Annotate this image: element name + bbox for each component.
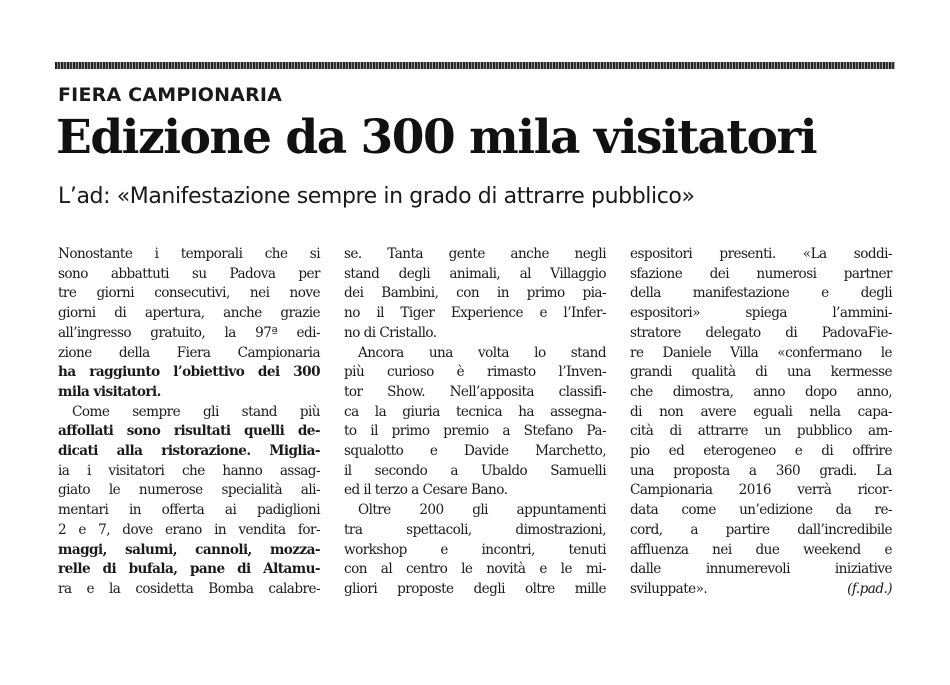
author-signature: (f.pad.)	[847, 580, 892, 597]
text-line: no il Tiger Experience e l’Infer-	[344, 305, 606, 322]
text-line: espositori» spiega l’ammini-	[630, 305, 892, 322]
text-line: pio ed eterogeneo e di offrire	[630, 443, 892, 460]
text-line: tor Show. Nell’apposita classifi-	[344, 383, 606, 400]
text-line: mentari in offerta ai padiglioni	[58, 502, 320, 519]
text-line: affollati sono risultati quelli de-	[58, 423, 320, 440]
text-line: workshop e incontri, tenuti	[344, 541, 606, 558]
text-line: Nonostante i temporali che si	[58, 246, 320, 262]
text-line: Campionaria 2016 verrà ricor-	[630, 482, 892, 499]
text-line: to il primo premio a Stefano Pa-	[344, 423, 606, 440]
text-line: sono abbattuti su Padova per	[58, 265, 320, 282]
text-line: sfazione dei numerosi partner	[630, 265, 892, 282]
text-line: dalle innumerevoli iniziative	[630, 561, 892, 578]
text-line: squalotto e Davide Marchetto,	[344, 443, 606, 460]
text-line: gliori proposte degli oltre mille	[344, 580, 606, 597]
text-line: il secondo a Ubaldo Samuelli	[344, 462, 606, 479]
text-line: grandi qualità di una kermesse	[630, 364, 892, 381]
text-line: all’ingresso gratuito, la 97ª edi-	[58, 324, 320, 341]
text-line: ha raggiunto l’obiettivo dei 300	[58, 364, 320, 381]
text-line: dicati alla ristorazione. Miglia-	[58, 443, 320, 460]
text-line: mila visitatori.	[58, 383, 161, 400]
text-line: 2 e 7, dove erano in vendita for-	[58, 521, 320, 538]
text-line: affluenza nei due weekend e	[630, 541, 892, 558]
article-headline: Edizione da 300 mila visitatori	[56, 110, 817, 165]
text-line: di non avere eguali nella capa-	[630, 403, 892, 420]
text-line: Come sempre gli stand più	[72, 403, 320, 420]
top-rule	[55, 62, 895, 69]
text-line: re Daniele Villa «confermano le	[630, 344, 892, 361]
article-subhead: L’ad: «Manifestazione sempre in grado di attrarre pubblico»	[58, 184, 695, 209]
text-line: ed il terzo a Cesare Bano.	[344, 482, 508, 499]
text-line: dei Bambini, con in primo pia-	[344, 285, 606, 302]
text-line: giato le numerose specialità ali-	[58, 482, 320, 499]
text-line: relle di bufala, pane di Altamu-	[58, 561, 320, 578]
text-line: giorni di apertura, anche grazie	[58, 305, 320, 322]
text-line	[630, 580, 892, 600]
text-line: più curioso è rimasto l’Inven-	[344, 364, 606, 381]
text-line: espositori presenti. «La soddi-	[630, 246, 892, 262]
text-line: cord, a partire dall’incredibile	[630, 521, 892, 538]
final-text: sviluppate».	[630, 580, 708, 597]
article-column-2	[344, 245, 606, 600]
text-line: no di Cristallo.	[344, 324, 437, 341]
text-line: ra e la cosidetta Bomba calabre-	[58, 580, 320, 597]
article-column-1	[58, 245, 320, 600]
text-line: ca la giuria tecnica ha assegna-	[344, 403, 606, 420]
text-line: ia i visitatori che hanno assag-	[58, 462, 320, 479]
text-line: se. Tanta gente anche negli	[344, 246, 606, 262]
text-line: cità di attrarre un pubblico am-	[630, 423, 892, 440]
text-line: data come un’edizione da re-	[630, 502, 892, 519]
section-kicker: FIERA CAMPIONARIA	[58, 84, 283, 106]
article-column-3	[630, 245, 892, 600]
text-line: zione della Fiera Campionaria	[58, 344, 320, 361]
text-line: una proposta a 360 gradi. La	[630, 462, 892, 479]
text-line: stand degli animali, al Villaggio	[344, 265, 606, 282]
text-line: tre giorni consecutivi, nei nove	[58, 285, 320, 302]
text-line: stratore delegato di PadovaFie-	[630, 324, 892, 341]
text-line: maggi, salumi, cannoli, mozza-	[58, 541, 320, 558]
text-line: della manifestazione e degli	[630, 285, 892, 302]
text-line: Ancora una volta lo stand	[358, 344, 606, 361]
text-line: tra spettacoli, dimostrazioni,	[344, 521, 606, 538]
text-line: Oltre 200 gli appuntamenti	[358, 502, 606, 519]
text-line: con al centro le novità e le mi-	[344, 561, 606, 578]
text-line: che dimostra, anno dopo anno,	[630, 383, 892, 400]
